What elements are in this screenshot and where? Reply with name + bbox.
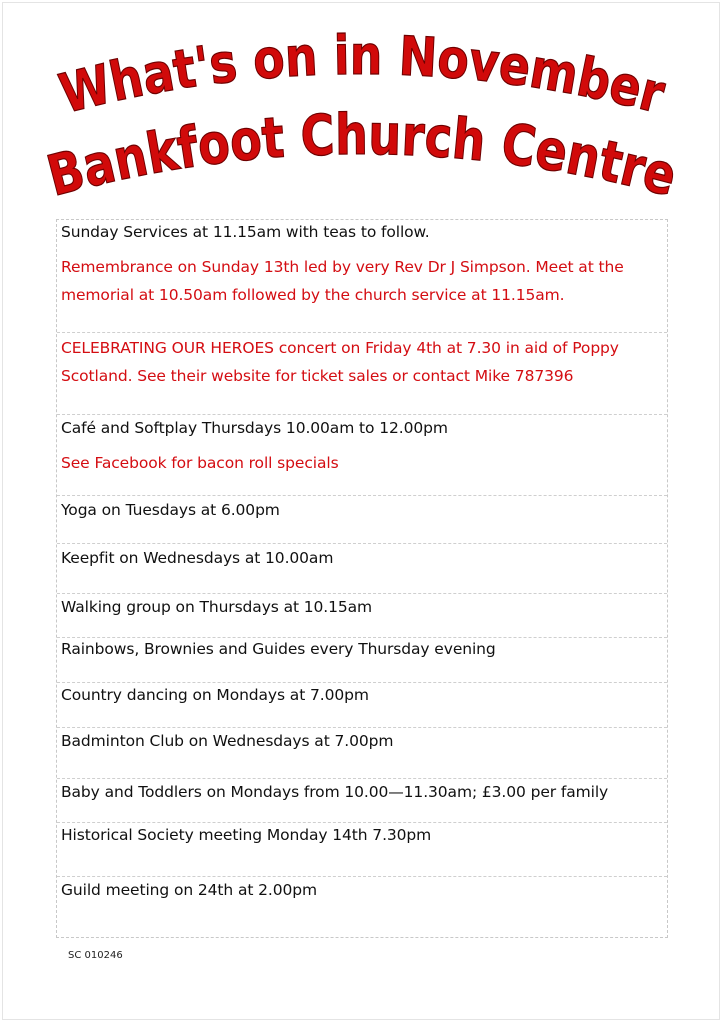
event-row bbox=[57, 823, 667, 877]
event-row bbox=[57, 877, 667, 939]
event-text-line: Badminton Club on Wednesdays at 7.00pm bbox=[61, 732, 394, 750]
poster-heading bbox=[0, 0, 724, 215]
event-text-line: See Facebook for bacon roll specials bbox=[61, 454, 339, 472]
event-text-line: Rainbows, Brownies and Guides every Thursday evening bbox=[61, 640, 496, 658]
event-text-line: Historical Society meeting Monday 14th 7.30pm bbox=[61, 826, 432, 844]
event-row bbox=[57, 683, 667, 728]
title-line-2 bbox=[40, 102, 690, 212]
event-text-line: Sunday Services at 11.15am with teas to follow. bbox=[61, 223, 430, 241]
event-row bbox=[57, 779, 667, 823]
reference-number: SC 010246 bbox=[68, 950, 123, 961]
event-text-line: memorial at 10.50am followed by the church service at 11.15am. bbox=[61, 286, 565, 304]
event-row bbox=[57, 594, 667, 638]
event-row bbox=[57, 728, 667, 779]
event-row bbox=[57, 638, 667, 683]
event-text-line: CELEBRATING OUR HEROES concert on Friday 4th at 7.30 in aid of Poppy bbox=[61, 339, 619, 357]
event-text-line: Walking group on Thursdays at 10.15am bbox=[61, 598, 373, 616]
event-row bbox=[57, 496, 667, 544]
event-row bbox=[57, 333, 667, 415]
title-line-2-text: Bankfoot Church Centre bbox=[40, 102, 690, 212]
event-text-line: Café and Softplay Thursdays 10.00am to 12.00pm bbox=[61, 419, 448, 437]
event-text-line: Yoga on Tuesdays at 6.00pm bbox=[61, 501, 280, 519]
event-row bbox=[57, 544, 667, 594]
title-line-1-text: What's on in November bbox=[53, 23, 675, 127]
event-text-line: Guild meeting on 24th at 2.00pm bbox=[61, 881, 317, 899]
events-table bbox=[56, 219, 668, 938]
event-text-line: Country dancing on Mondays at 7.00pm bbox=[61, 686, 369, 704]
event-text-line: Remembrance on Sunday 13th led by very Rev Dr J Simpson. Meet at the bbox=[61, 258, 624, 276]
event-text-line: Keepfit on Wednesdays at 10.00am bbox=[61, 549, 334, 567]
event-row bbox=[57, 415, 667, 496]
event-text-line: Scotland. See their website for ticket sales or contact Mike 787396 bbox=[61, 367, 574, 385]
event-row bbox=[57, 220, 667, 333]
event-text-line: Baby and Toddlers on Mondays from 10.00—11.30am; £3.00 per family bbox=[61, 783, 609, 801]
